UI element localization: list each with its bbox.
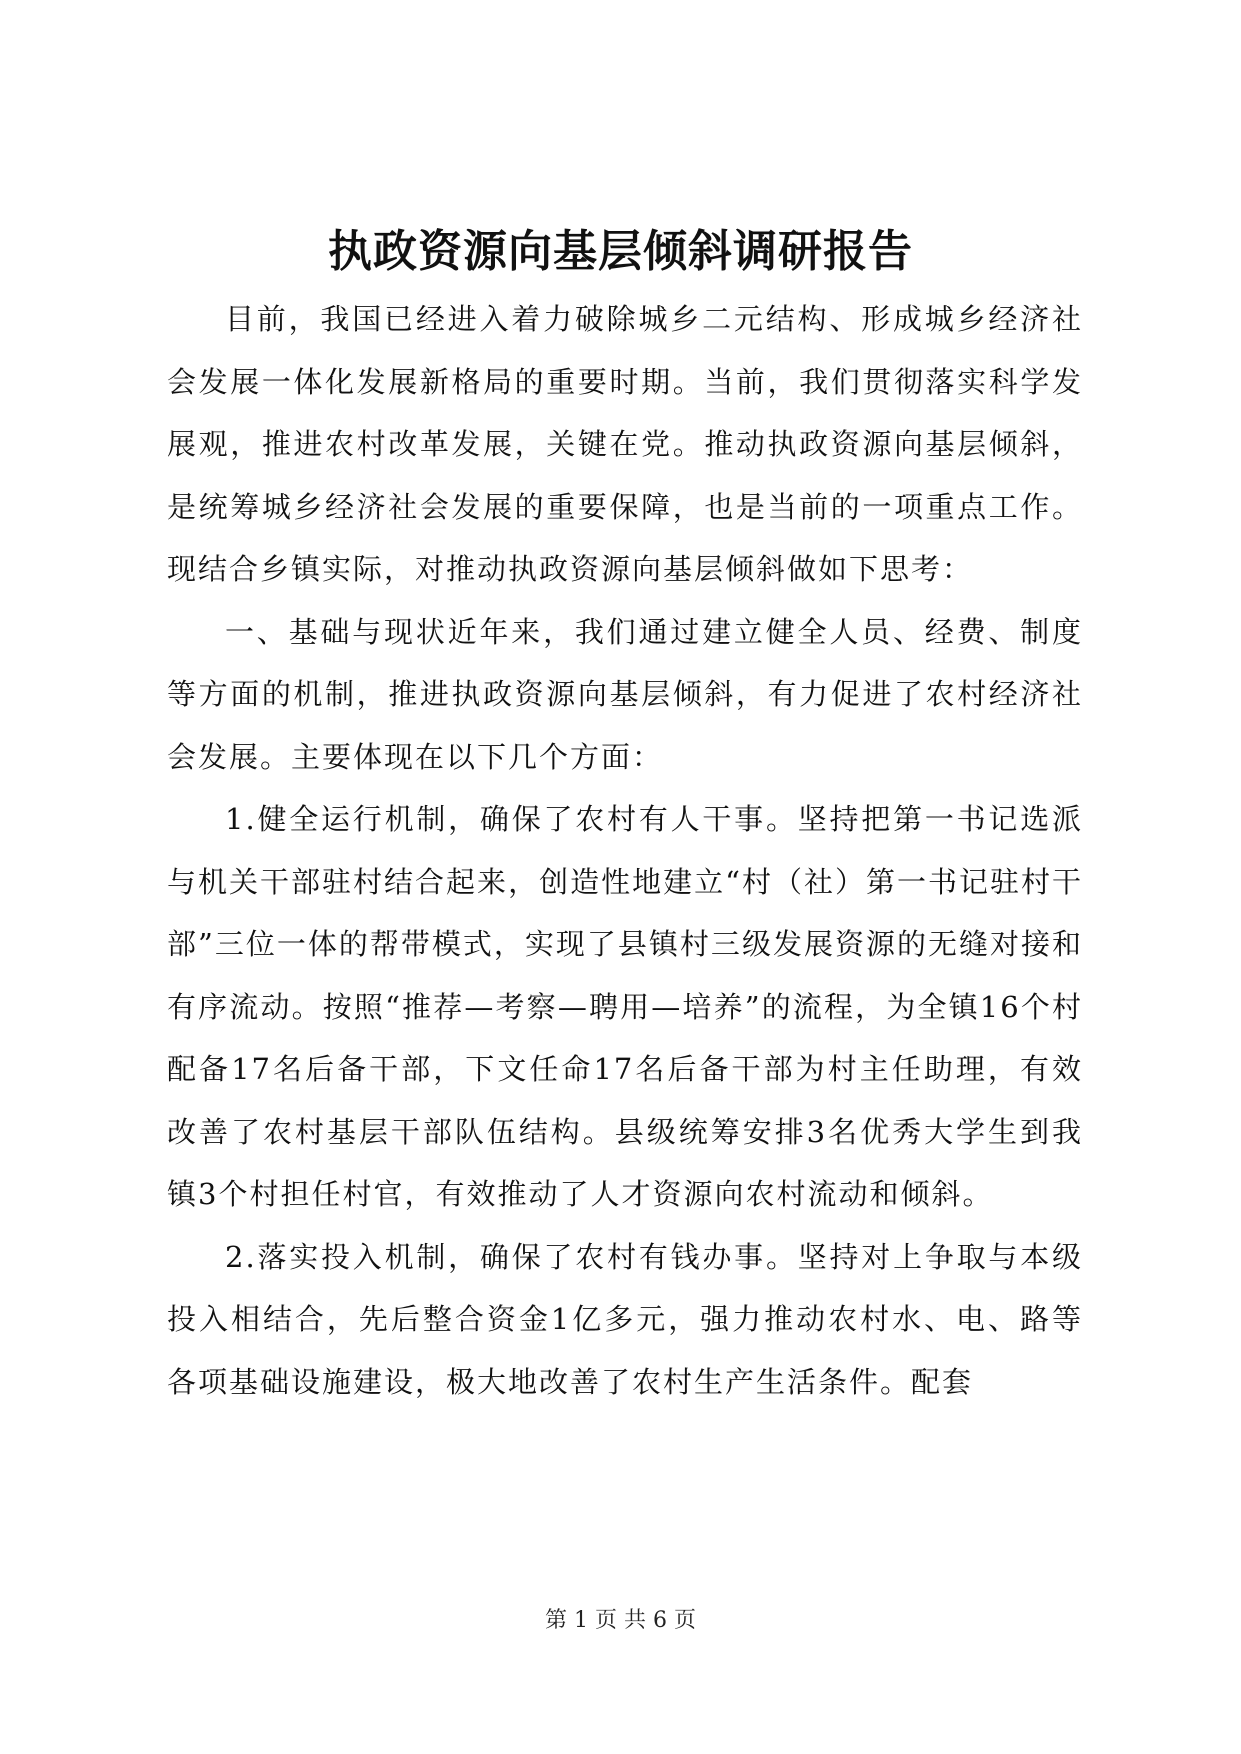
document-title: 执政资源向基层倾斜调研报告 (328, 226, 913, 277)
paragraph-section-1: 一、基础与现状近年来，我们通过建立健全人员、经费、制度等方面的机制，推进执政资源向基层倾斜，有力促进了农村经济社会发展。主要体现在以下几个方面： (167, 614, 1083, 774)
document-body (167, 288, 1083, 1413)
paragraph-item-1: 1.健全运行机制，确保了农村有人干事。坚持把第一书记选派与机关干部驻村结合起来，创造性地建立“村（社）第一书记驻村干部”三位一体的帮带模式，实现了县镇村三级发展资源的无缝对接和有序流动。按照“推荐—考察—聘用—培养”的流程，为全镇16个村配备17名后备干部，下文任命17名后备干部为村主任助理，有效改善了农村基层干部队伍结构。县级统筹安排3名优秀大学生到我镇3个村担任村官，有效推动了人才资源向农村流动和倾斜。 (167, 802, 1083, 1211)
paragraph-item-2: 2.落实投入机制，确保了农村有钱办事。坚持对上争取与本级投入相结合，先后整合资金1亿多元，强力推动农村水、电、路等各项基础设施建设，极大地改善了农村生产生活条件。配套 (167, 1239, 1083, 1399)
paragraph-intro: 目前，我国已经进入着力破除城乡二元结构、形成城乡经济社会发展一体化发展新格局的重要时期。当前，我们贯彻落实科学发展观，推进农村改革发展，关键在党。推动执政资源向基层倾斜，是统筹城乡经济社会发展的重要保障，也是当前的一项重点工作。现结合乡镇实际，对推动执政资源向基层倾斜做如下思考： (167, 302, 1083, 586)
page-number-footer: 第 1 页 共 6 页 (545, 1608, 696, 1633)
